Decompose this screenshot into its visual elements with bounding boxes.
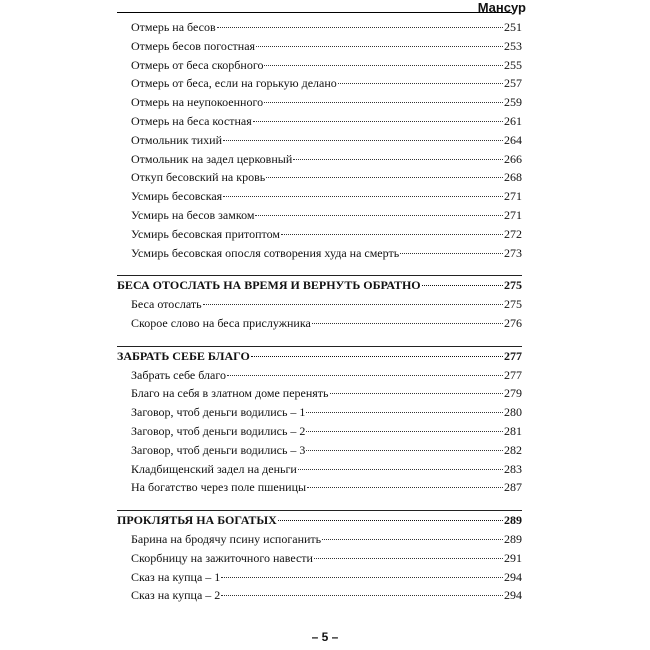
toc-entry-title: Отмольник на задел церковный — [131, 151, 293, 166]
dot-leader — [227, 375, 503, 376]
toc-entry[interactable] — [117, 150, 522, 169]
toc-section-title: ПРОКЛЯТЬЯ НА БОГАТЫХ — [117, 513, 277, 528]
dot-leader — [400, 253, 503, 254]
toc-entry-title: Усмирь на бесов замком — [131, 207, 255, 222]
toc-section-heading[interactable] — [117, 347, 522, 366]
dot-leader — [266, 177, 503, 178]
toc-entry-title: Забрать себе благо — [131, 367, 226, 382]
dot-leader — [307, 487, 503, 488]
toc-entry[interactable] — [117, 366, 522, 385]
toc-entry-title: Усмирь бесовская опосля сотворения худа на смерть — [131, 245, 400, 260]
toc-entry[interactable] — [117, 74, 522, 93]
dot-leader — [223, 196, 503, 197]
toc-entry-page: 261 — [504, 113, 522, 128]
dot-leader — [312, 323, 503, 324]
dot-leader — [217, 27, 503, 28]
section-gap — [117, 333, 522, 346]
toc-entry-page: 280 — [504, 405, 522, 420]
toc-entry-title: Откуп бесовский на кровь — [131, 170, 266, 185]
toc-entry-page: 253 — [504, 38, 522, 53]
toc-entry-page: 271 — [504, 189, 522, 204]
dot-leader — [306, 450, 503, 451]
toc-entry[interactable] — [117, 37, 522, 56]
toc-entry-page: 268 — [504, 170, 522, 185]
toc-entry[interactable] — [117, 530, 522, 549]
toc-entry-title: Отмерь на неупокоенного — [131, 95, 264, 110]
toc-entry-page: 277 — [504, 367, 522, 382]
toc-section-title: ЗАБРАТЬ СЕБЕ БЛАГО — [117, 348, 250, 363]
section-gap — [117, 497, 522, 510]
toc-entry[interactable] — [117, 568, 522, 587]
toc-entry-page: 259 — [504, 95, 522, 110]
toc-entry[interactable] — [117, 93, 522, 112]
toc-entry-title: Кладбищенский задел на деньги — [131, 461, 297, 476]
toc-entry-page: 294 — [504, 569, 522, 584]
toc-entry[interactable] — [117, 225, 522, 244]
dot-leader — [293, 159, 503, 160]
toc-group-1 — [117, 18, 522, 262]
toc-entry-title: Сказ на купца – 2 — [131, 588, 221, 603]
dot-leader — [422, 285, 503, 286]
toc-entry-title: Заговор, чтоб деньги водились – 1 — [131, 405, 306, 420]
toc-entry-page: 276 — [504, 315, 522, 330]
toc-entry[interactable] — [117, 18, 522, 37]
toc-entry-title: Скорбницу на зажиточного навести — [131, 550, 313, 565]
dot-leader — [221, 595, 503, 596]
dot-leader — [221, 577, 503, 578]
toc-entry[interactable] — [117, 441, 522, 460]
toc-entry-title: Отмольник тихий — [131, 132, 222, 147]
toc-group-3 — [117, 346, 522, 497]
toc-entry-page: 287 — [504, 480, 522, 495]
toc-entry[interactable] — [117, 478, 522, 497]
toc-group-4 — [117, 510, 522, 605]
dot-leader — [281, 234, 503, 235]
toc-entry-title: Барина на бродячу псину испоганить — [131, 531, 322, 546]
toc-entry-title: На богатство через поле пшеницы — [131, 480, 307, 495]
dot-leader — [264, 102, 503, 103]
toc-entry-title: Заговор, чтоб деньги водились – 2 — [131, 423, 306, 438]
dot-leader — [251, 356, 503, 357]
toc-entry[interactable] — [117, 131, 522, 150]
toc-entry-title: Благо на себя в златном доме перенять — [131, 386, 329, 401]
toc-entry[interactable] — [117, 403, 522, 422]
toc-entry-title: Отмерь на беса костная — [131, 113, 252, 128]
toc-entry[interactable] — [117, 422, 522, 441]
toc-entry[interactable] — [117, 460, 522, 479]
dot-leader — [322, 539, 503, 540]
dot-leader — [278, 520, 503, 521]
dot-leader — [253, 121, 503, 122]
dot-leader — [256, 46, 503, 47]
toc-entry-page: 251 — [504, 20, 522, 34]
toc-section-heading[interactable] — [117, 276, 522, 295]
toc-entry[interactable] — [117, 112, 522, 131]
toc-entry-page: 257 — [504, 76, 522, 91]
toc-section-page: 277 — [504, 348, 522, 363]
toc-entry[interactable] — [117, 206, 522, 225]
page-number: – 5 – — [311, 630, 339, 644]
toc-entry[interactable] — [117, 244, 522, 263]
header-rule — [117, 12, 512, 13]
toc-entry-page: 266 — [504, 151, 522, 166]
toc-section-title: БЕСА ОТОСЛАТЬ НА ВРЕМЯ И ВЕРНУТЬ ОБРАТНО — [117, 278, 421, 293]
toc-entry-page: 283 — [504, 461, 522, 476]
toc-section-page: 275 — [504, 278, 522, 293]
toc-entry-page: 271 — [504, 207, 522, 222]
dot-leader — [203, 304, 503, 305]
toc-entry-page: 279 — [504, 386, 522, 401]
toc-entry[interactable] — [117, 56, 522, 75]
toc-entry-title: Отмерь на бесов — [131, 20, 216, 34]
toc-section-page: 289 — [504, 513, 522, 528]
toc-entry[interactable] — [117, 549, 522, 568]
toc-entry-page: 289 — [504, 531, 522, 546]
toc-entry-page: 294 — [504, 588, 522, 603]
dot-leader — [255, 215, 503, 216]
toc-entry-title: Отмерь от беса скорбного — [131, 57, 264, 72]
dot-leader — [338, 83, 503, 84]
toc-entry-page: 275 — [504, 297, 522, 312]
toc-entry-title: Заговор, чтоб деньги водились – 3 — [131, 442, 306, 457]
toc-entry[interactable] — [117, 168, 522, 187]
toc-entry-title: Скорое слово на беса прислужника — [131, 315, 311, 330]
toc-entry-title: Сказ на купца – 1 — [131, 569, 221, 584]
toc-entry-title: Отмерь бесов погостная — [131, 38, 256, 53]
toc-entry-page: 264 — [504, 132, 522, 147]
dot-leader — [223, 140, 503, 141]
section-gap — [117, 262, 522, 275]
toc-entry-title: Усмирь бесовская притоптом — [131, 226, 280, 241]
dot-leader — [306, 412, 503, 413]
toc-entry-page: 273 — [504, 245, 522, 260]
toc-entry-page: 272 — [504, 226, 522, 241]
toc-entry-title: Отмерь от беса, если на горькую делано — [131, 76, 337, 91]
toc-entry[interactable] — [117, 314, 522, 333]
dot-leader — [306, 431, 503, 432]
toc-entry[interactable] — [117, 187, 522, 206]
toc-entry-page: 255 — [504, 57, 522, 72]
toc-entry[interactable] — [117, 586, 522, 605]
toc-section-heading[interactable] — [117, 511, 522, 530]
toc-entry-title: Усмирь бесовская — [131, 189, 223, 204]
table-of-contents — [117, 18, 522, 605]
dot-leader — [264, 65, 503, 66]
toc-entry-page: 282 — [504, 442, 522, 457]
toc-group-2 — [117, 275, 522, 332]
toc-entry-page: 281 — [504, 423, 522, 438]
running-header-author: Мансур — [477, 0, 526, 15]
dot-leader — [298, 469, 503, 470]
dot-leader — [330, 393, 503, 394]
toc-entry-page: 291 — [504, 550, 522, 565]
dot-leader — [314, 558, 503, 559]
toc-entry[interactable] — [117, 384, 522, 403]
toc-entry[interactable] — [117, 295, 522, 314]
toc-entry-title: Беса отослать — [131, 297, 202, 312]
